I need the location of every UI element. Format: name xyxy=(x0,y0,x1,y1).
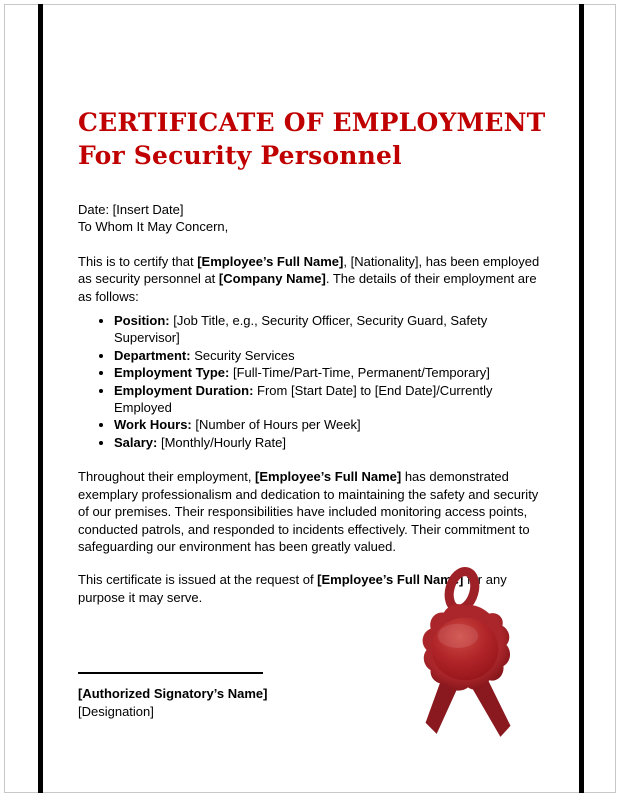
wax-highlight-icon xyxy=(438,624,478,648)
title-line-1: CERTIFICATE OF EMPLOYMENT xyxy=(78,108,546,137)
detail-salary: • Salary: [Monthly/Hourly Rate] xyxy=(114,434,544,451)
right-border-bar xyxy=(579,4,584,793)
signatory-designation: [Designation] xyxy=(78,703,154,719)
detail-position: • Position: [Job Title, e.g., Security Officer, Security Guard, Safety Supervisor] xyxy=(114,312,544,347)
signatory-name: [Authorized Signatory’s Name] xyxy=(78,686,268,702)
body-paragraph: Throughout their employment, [Employee’s Full Name] has demonstrated exemplary professionalism and dedication to maintaining the safety and security of our premises. Their responsibilities have included monitoring access points, conducted patrols, and responded to incidents effectively. Their commitment to safeguarding our environment has been greatly valued. xyxy=(78,469,539,554)
date-line: Date: [Insert Date] xyxy=(78,202,184,217)
detail-employment-type: • Employment Type: [Full-Time/Part-Time, Permanent/Temporary] xyxy=(114,364,544,381)
wax-seal xyxy=(413,561,517,743)
detail-department: • Department: Security Services xyxy=(114,347,544,364)
title-line-2: For Security Personnel xyxy=(78,141,402,170)
left-border-bar xyxy=(38,4,43,793)
certificate-title xyxy=(78,106,544,172)
detail-work-hours: • Work Hours: [Number of Hours per Week] xyxy=(114,416,544,433)
signature-line xyxy=(78,672,263,674)
intro-paragraph: This is to certify that [Employee’s Full Name], [Nationality], has been employed as security personnel at [Company Name]. The details of their employment are as follows: xyxy=(78,253,540,304)
detail-employment-duration: • Employment Duration: From [Start Date] to [End Date]/Currently Employed xyxy=(114,382,544,417)
salutation: To Whom It May Concern, xyxy=(78,219,229,235)
employment-details-list xyxy=(78,312,544,451)
closing-paragraph: This certificate is issued at the request of [Employee’s Full Name] for any purpose it may serve. xyxy=(78,572,507,605)
